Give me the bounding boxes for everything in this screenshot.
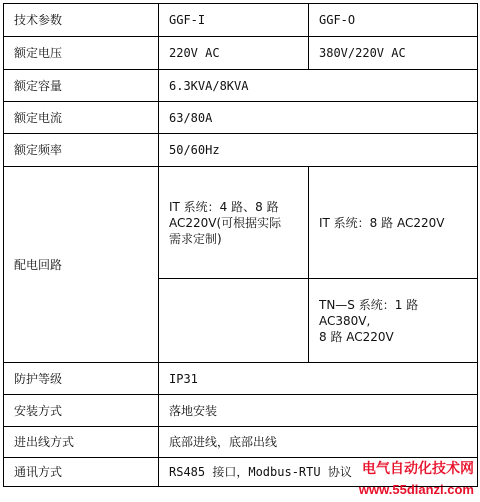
distribution-tns [309, 279, 478, 363]
table-row-header [4, 4, 478, 37]
distribution-it-custom-line1: IT 系统：4 路、8 路 [169, 199, 279, 214]
distribution-empty-cell [159, 279, 309, 363]
watermark-site-name: 电气自动化技术网 [362, 461, 474, 477]
distribution-it-custom [159, 167, 309, 279]
distribution-tns-line1: TN—S 系统：1 路 AC380V, [319, 297, 419, 328]
param-header-label: 技术参数 [4, 4, 159, 37]
table-row-protection [4, 363, 478, 395]
watermark-site-url: www.55dianzi.com [358, 482, 474, 497]
installation-label: 安装方式 [4, 395, 159, 427]
table-row-cabling [4, 427, 478, 458]
table-row-rated-voltage [4, 37, 478, 70]
table-row-rated-frequency [4, 134, 478, 167]
distribution-tns-line2: 8 路 AC220V [319, 329, 394, 344]
protection-value: IP31 [159, 363, 478, 395]
rated-current-label: 额定电流 [4, 102, 159, 134]
table-row-distribution-1 [4, 167, 478, 279]
cabling-label: 进出线方式 [4, 427, 159, 458]
distribution-it-custom-line2: AC220V(可根据实际 [169, 215, 282, 230]
table-row-installation [4, 395, 478, 427]
protection-label: 防护等级 [4, 363, 159, 395]
distribution-it-8-line1: IT 系统：8 路 AC220V [319, 215, 445, 230]
spec-table [3, 3, 478, 487]
table-row-rated-current [4, 102, 478, 134]
communication-label: 通讯方式 [4, 458, 159, 487]
rated-capacity-label: 额定容量 [4, 70, 159, 102]
distribution-it-8 [309, 167, 478, 279]
rated-voltage-label: 额定电压 [4, 37, 159, 70]
site-watermark [336, 458, 480, 502]
rated-capacity-value: 6.3KVA/8KVA [159, 70, 478, 102]
distribution-it-custom-line3: 需求定制) [169, 231, 222, 246]
rated-voltage-ggf-i: 220V AC [159, 37, 309, 70]
model-ggf-i: GGF-I [159, 4, 309, 37]
cabling-value: 底部进线，底部出线 [159, 427, 478, 458]
rated-current-value: 63/80A [159, 102, 478, 134]
rated-frequency-label: 额定频率 [4, 134, 159, 167]
installation-value: 落地安装 [159, 395, 478, 427]
model-ggf-o: GGF-O [309, 4, 478, 37]
table-row-rated-capacity [4, 70, 478, 102]
communication-value: RS485 接口，Modbus-RTU 协议 [159, 458, 478, 487]
rated-voltage-ggf-o: 380V/220V AC [309, 37, 478, 70]
distribution-label: 配电回路 [4, 167, 159, 363]
rated-frequency-value: 50/60Hz [159, 134, 478, 167]
